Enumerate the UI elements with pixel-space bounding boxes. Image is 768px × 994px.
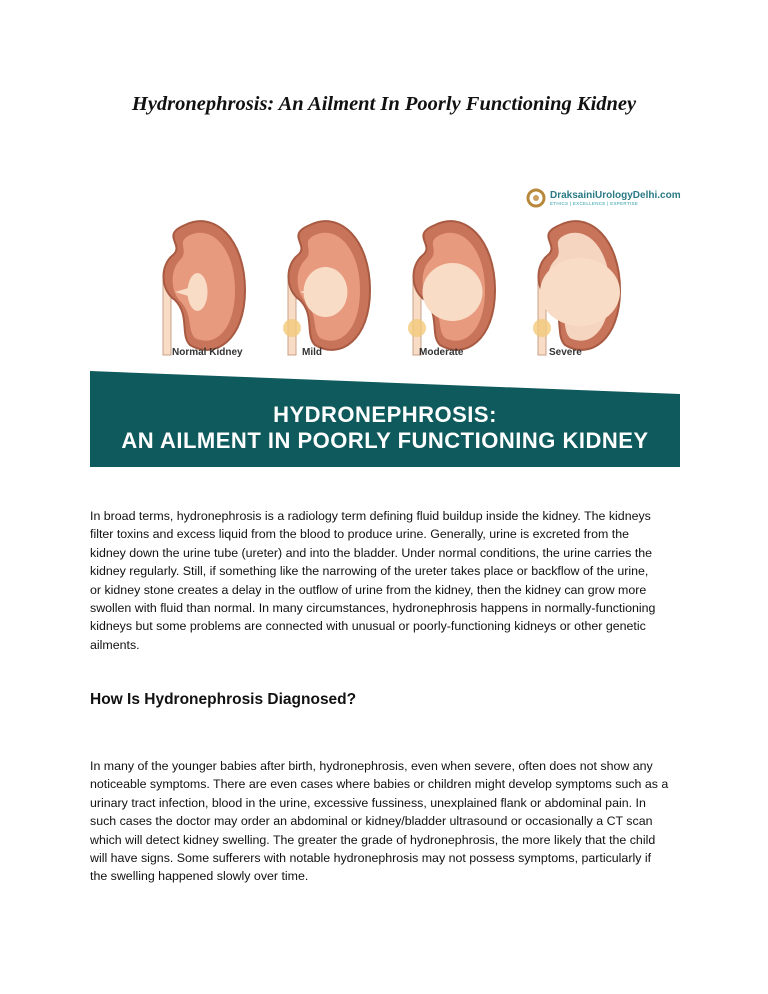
text-line: kidney regularly. Still, if something like the narrowing of the ureter takes place or backflow of the urine, bbox=[90, 564, 649, 579]
kidney-moderate bbox=[408, 221, 495, 355]
logo bbox=[526, 188, 681, 208]
text-line: swollen with fluid than normal. In many circumstances, hydronephrosis happens in normally-functioning bbox=[90, 601, 656, 616]
text-line: urinary tract infection, blood in the urine, excessive fussiness, unexplained flank or abdominal pain. In bbox=[90, 795, 646, 810]
text-line: will have signs. Some sufferers with notable hydronephrosis may not possess symptoms, particularly if bbox=[90, 851, 652, 866]
hydronephrosis-figure bbox=[90, 180, 680, 470]
text-line: kidney down the urine tube (ureter) and into the bladder. Under normal conditions, the urine carries the bbox=[90, 545, 653, 560]
section-heading: How Is Hydronephrosis Diagnosed? bbox=[90, 691, 357, 708]
text-line: In many of the younger babies after birth, hydronephrosis, even when severe, often does not show any bbox=[90, 759, 653, 773]
text-line: In broad terms, hydronephrosis is a radiology term defining fluid buildup inside the kidney. The kidneys bbox=[90, 509, 651, 523]
kidney-mild bbox=[283, 221, 370, 355]
label-severe: Severe bbox=[549, 347, 582, 358]
paragraph-diagnosis bbox=[90, 757, 690, 886]
text-line: ailments. bbox=[90, 637, 140, 652]
document-title: Hydronephrosis: An Ailment In Poorly Functioning Kidney bbox=[131, 93, 637, 115]
kidney-normal bbox=[163, 221, 245, 355]
label-mild: Mild bbox=[302, 347, 322, 358]
text-line: noticeable symptoms. There are even cases where babies or children might develop symptoms such as a bbox=[90, 777, 669, 792]
label-moderate: Moderate bbox=[419, 347, 464, 358]
banner-line1: HYDRONEPHROSIS: bbox=[273, 402, 497, 427]
text-line: which will detect kidney swelling. The greater the grade of hydronephrosis, the more likely that the child bbox=[90, 832, 656, 847]
logo-name: DraksainiUrologyDelhi.com bbox=[550, 190, 681, 201]
kidney-severe bbox=[533, 221, 620, 355]
logo-emblem-icon bbox=[526, 188, 546, 208]
text-line: such cases the doctor may order an abdominal or kidney/bladder ultrasound or occasionally a CT scan bbox=[90, 814, 653, 829]
text-line: filter toxins and excess liquid from the blood to produce urine. Generally, urine is excreted from the bbox=[90, 527, 630, 542]
text-line: or kidney stone creates a delay in the outflow of urine from the kidney, then the kidney can grow more bbox=[90, 582, 647, 597]
text-line: the swelling happened slowly over time. bbox=[90, 869, 309, 884]
label-normal-kidney: Normal Kidney bbox=[172, 347, 243, 358]
logo-tagline: ETHICS | EXCELLENCE | EXPERTISE bbox=[550, 201, 639, 206]
banner-line2: AN AILMENT IN POORLY FUNCTIONING KIDNEY bbox=[121, 428, 649, 453]
paragraph-intro bbox=[90, 507, 690, 654]
text-line: kidneys but some problems are connected with unusual or poorly-functioning kidneys or other genetic bbox=[90, 619, 646, 634]
